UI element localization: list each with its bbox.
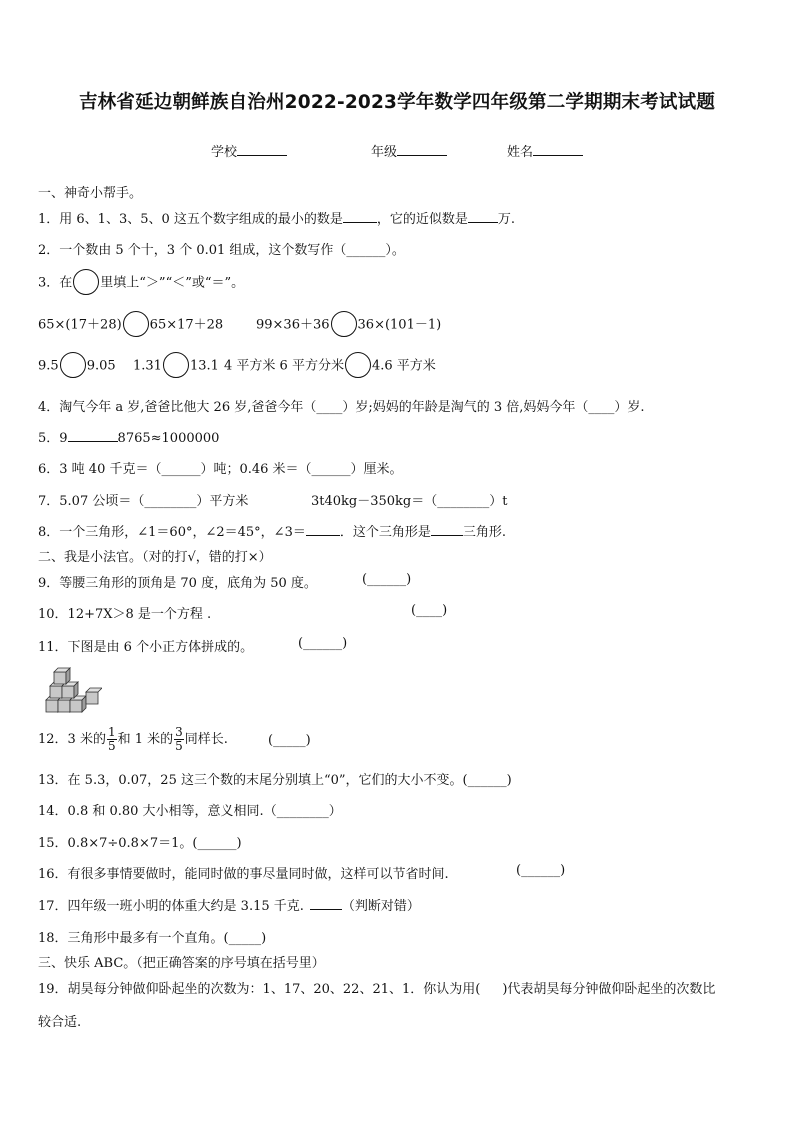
question-8: 8．一个三角形，∠1＝60°，∠2＝45°，∠3＝ ．这个三角形是 三角形.: [38, 525, 507, 540]
question-3-row-2: 9.5 9.05: [38, 353, 116, 379]
question-14: 14．0.8 和 0.80 大小相等，意义相同.（________）: [38, 804, 342, 819]
page-title: 吉林省延边朝鲜族自治州2022-2023学年数学四年级第二学期期末考试试题: [78, 92, 716, 113]
question-12-answer[interactable]: (_____): [268, 733, 311, 748]
question-18: 18．三角形中最多有一个直角。(_____): [38, 931, 267, 946]
question-19-cont: 较合适.: [38, 1015, 82, 1030]
question-3-row-2c: 4 平方米 6 平方分米 4.6 平方米: [224, 353, 436, 379]
grade-field[interactable]: [371, 141, 447, 160]
question-9-answer[interactable]: (______): [362, 572, 412, 587]
question-1: 1．用 6、1、3、5、0 这五个数字组成的最小的数是 ，它的近似数是 万.: [38, 212, 516, 227]
name-label: 姓名: [507, 145, 534, 160]
question-3-row-2b: 1.31 13.1: [133, 353, 219, 379]
compare-circle[interactable]: [345, 352, 371, 378]
cube-stack-figure: [42, 662, 102, 718]
name-blank[interactable]: [533, 144, 583, 156]
question-19: 19．胡昊每分钟做仰卧起坐的次数为：1、17、20、22、21、1．你认为用( )代表胡昊每分钟做仰卧起坐的次数比: [38, 982, 716, 997]
question-3-row-1b: 99×36＋36 36×(101－1): [256, 312, 441, 338]
question-2: 2．一个数由 5 个十，3 个 0.01 组成，这个数写作（______）。: [38, 243, 405, 258]
answer-blank[interactable]: [431, 524, 463, 536]
question-3: 3．在 里填上“＞”“＜”或“＝”。: [38, 270, 244, 296]
compare-circle[interactable]: [73, 269, 99, 295]
question-16-answer[interactable]: (______): [516, 863, 566, 878]
section-2-heading: 二、我是小法官。（对的打√，错的打×）: [38, 550, 272, 565]
compare-circle[interactable]: [123, 311, 149, 337]
fraction-one-fifth: $\frac{1}{5}$: [107, 725, 116, 753]
answer-blank[interactable]: [310, 898, 342, 910]
compare-circle[interactable]: [60, 352, 86, 378]
question-10: 10．12+7X＞8 是一个方程 .: [38, 607, 212, 622]
section-1-heading: 一、神奇小帮手。: [38, 186, 143, 201]
grade-blank[interactable]: [397, 144, 447, 156]
fraction-three-fifths: $\frac{3}{5}$: [175, 725, 183, 753]
answer-blank[interactable]: [68, 430, 118, 442]
question-11-answer[interactable]: (______): [298, 636, 348, 651]
question-5: 5．9 8765≈1000000: [38, 431, 220, 446]
question-17: 17．四年级一班小明的体重大约是 3.15 千克. （判断对错）: [38, 899, 420, 914]
school-blank[interactable]: [237, 144, 287, 156]
question-13: 13．在 5.3，0.07，25 这三个数的末尾分别填上“0”，它们的大小不变。(______): [38, 773, 512, 788]
name-field[interactable]: [507, 141, 583, 160]
question-12: 12．3 米的 $\frac{1}{5}$ 和 1 米的 $\frac{3}{5}$ 同样长.: [38, 725, 228, 753]
question-6: 6．3 吨 40 千克＝（______）吨；0.46 米＝（______）厘米。: [38, 462, 403, 477]
answer-blank[interactable]: [343, 211, 377, 223]
grade-label: 年级: [371, 145, 398, 160]
section-3-heading: 三、快乐 ABC。（把正确答案的序号填在括号里）: [38, 956, 325, 971]
question-10-answer[interactable]: (____): [411, 603, 448, 618]
answer-blank[interactable]: [306, 524, 340, 536]
question-3-row-1: 65×(17＋28) 65×17＋28: [38, 312, 223, 338]
question-15: 15．0.8×7÷0.8×7＝1。(______): [38, 836, 242, 851]
question-16: 16．有很多事情要做时，能同时做的事尽量同时做，这样可以节省时间.: [38, 867, 449, 882]
question-9: 9．等腰三角形的顶角是 70 度，底角为 50 度。: [38, 576, 317, 591]
question-4: 4．淘气今年 a 岁,爸爸比他大 26 岁,爸爸今年（____）岁;妈妈的年龄是淘气的 3 倍,妈妈今年（____）岁.: [38, 400, 645, 415]
question-7b: 3t40kg－350kg＝（________）t: [311, 494, 508, 509]
school-label: 学校: [211, 145, 238, 160]
answer-blank[interactable]: [468, 211, 498, 223]
question-11: 11．下图是由 6 个小正方体拼成的。: [38, 640, 254, 655]
compare-circle[interactable]: [331, 311, 357, 337]
school-field[interactable]: [211, 141, 287, 160]
question-7a: 7．5.07 公顷＝（________）平方米: [38, 494, 249, 509]
compare-circle[interactable]: [163, 352, 189, 378]
